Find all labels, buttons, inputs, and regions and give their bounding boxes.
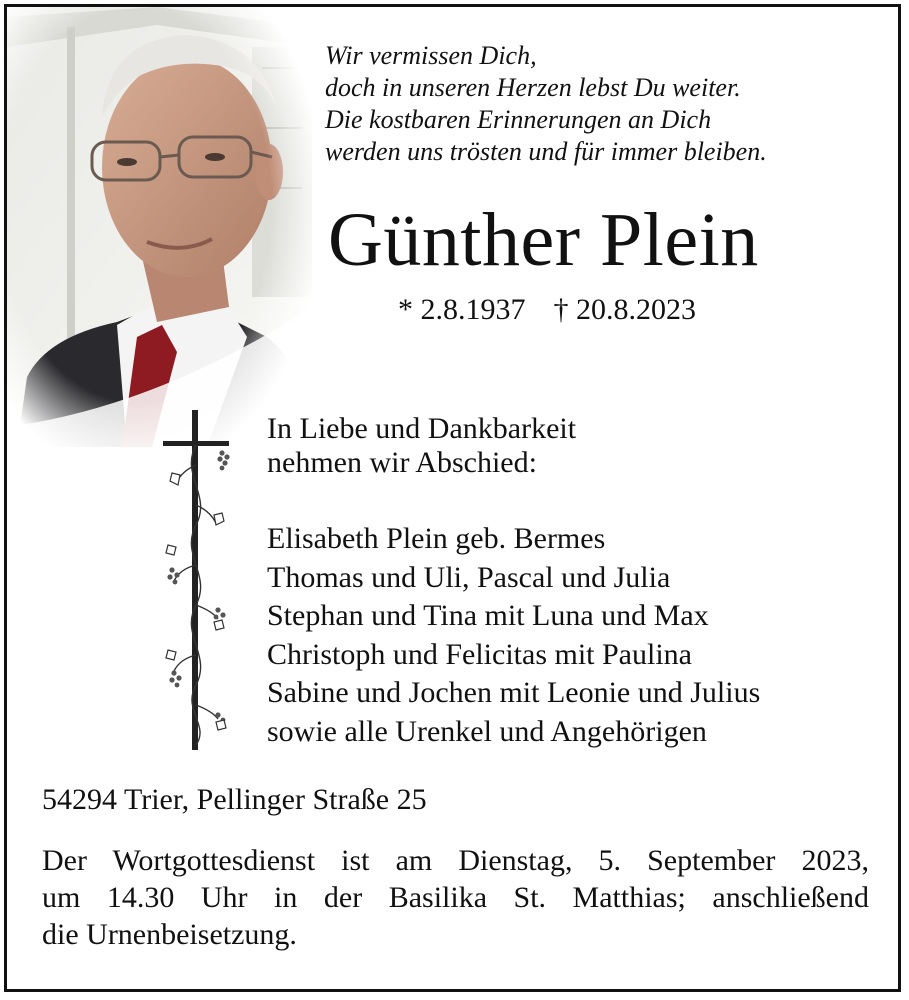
life-dates bbox=[398, 292, 696, 328]
mourner-line: Elisabeth Plein geb. Bermes bbox=[267, 522, 606, 555]
poem-line: Die kostbaren Erinnerungen an Dich bbox=[325, 105, 712, 134]
birth-date: * 2.8.1937 bbox=[398, 293, 526, 326]
deceased-name: Günther Plein bbox=[328, 198, 759, 282]
service-information bbox=[42, 842, 869, 953]
mourners-list bbox=[267, 520, 760, 751]
cross-with-vine-icon bbox=[160, 405, 250, 755]
poem-line: werden uns trösten und für immer bleiben. bbox=[325, 137, 767, 166]
intro-line: nehmen wir Abschied: bbox=[267, 446, 537, 479]
family-address: 54294 Trier, Pellinger Straße 25 bbox=[42, 783, 427, 816]
memorial-poem bbox=[325, 40, 767, 168]
portrait-photo bbox=[7, 7, 312, 447]
death-date: † 20.8.2023 bbox=[553, 293, 696, 326]
mourner-line: sowie alle Urenkel und Angehörigen bbox=[267, 714, 707, 748]
poem-line: doch in unseren Herzen lebst Du weiter. bbox=[325, 73, 741, 102]
farewell-intro bbox=[267, 412, 576, 480]
poem-line: Wir vermissen Dich, bbox=[325, 41, 537, 70]
intro-line: In Liebe und Dankbarkeit bbox=[267, 412, 577, 445]
service-line: die Urnenbeisetzung. bbox=[42, 918, 297, 951]
mourner-line: Thomas und Uli, Pascal und Julia bbox=[267, 560, 671, 594]
mourner-line: Sabine und Jochen mit Leonie und Julius bbox=[267, 676, 761, 709]
mourner-line: Stephan und Tina mit Luna und Max bbox=[267, 599, 709, 632]
service-line: um 14.30 Uhr in der Basilika St. Matthias; anschließend bbox=[42, 881, 869, 914]
service-line: Der Wortgottesdienst ist am Dienstag, 5. September 2023, bbox=[42, 844, 869, 877]
mourner-line: Christoph und Felicitas mit Paulina bbox=[267, 637, 692, 671]
